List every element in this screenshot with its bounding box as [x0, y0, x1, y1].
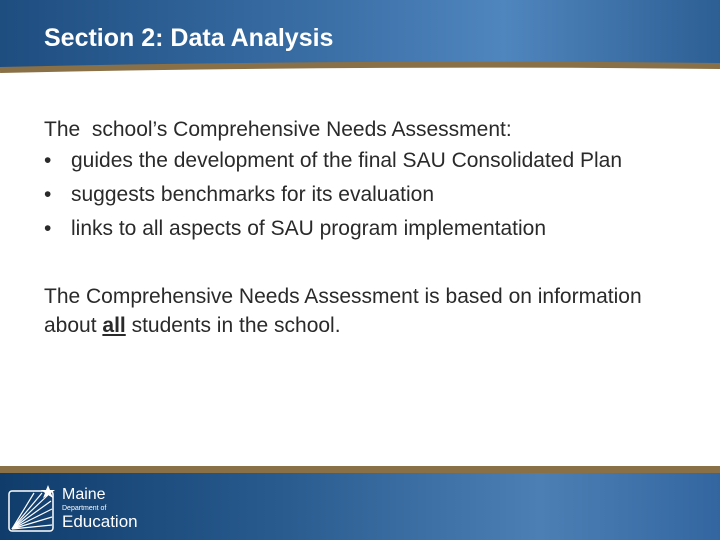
logo-line-maine: Maine	[62, 486, 106, 503]
emphasis-all: all	[102, 314, 126, 337]
slide-body	[44, 114, 684, 340]
bullet-list	[44, 145, 684, 244]
bullet-text: links to all aspects of SAU program implementation	[71, 217, 547, 240]
bullet-icon: •	[44, 217, 52, 240]
maine-doe-logo	[8, 485, 148, 537]
logo-line-education: Education	[62, 512, 138, 531]
slide-title: Section 2: Data Analysis	[44, 24, 334, 52]
closing-text-end: students in the school.	[125, 314, 341, 337]
logo-wordmark	[62, 487, 138, 531]
intro-text: The school’s Comprehensive Needs Assessment:	[44, 118, 512, 141]
closing-text-start: The Comprehensive Needs Assessment is based on information about	[44, 285, 642, 337]
slide-footer	[0, 466, 720, 540]
star-sunburst-icon	[8, 485, 56, 533]
slide-header	[0, 0, 720, 84]
list-item	[44, 213, 684, 244]
bullet-icon: •	[44, 183, 52, 206]
logo-line-department: Department of	[62, 505, 107, 512]
list-item	[44, 179, 684, 210]
closing-paragraph	[44, 282, 684, 340]
bullet-text: suggests benchmarks for its evaluation	[71, 183, 435, 206]
bullet-icon: •	[44, 149, 52, 172]
list-item	[44, 145, 684, 176]
bullet-text: guides the development of the final SAU Consolidated Plan	[71, 149, 623, 172]
